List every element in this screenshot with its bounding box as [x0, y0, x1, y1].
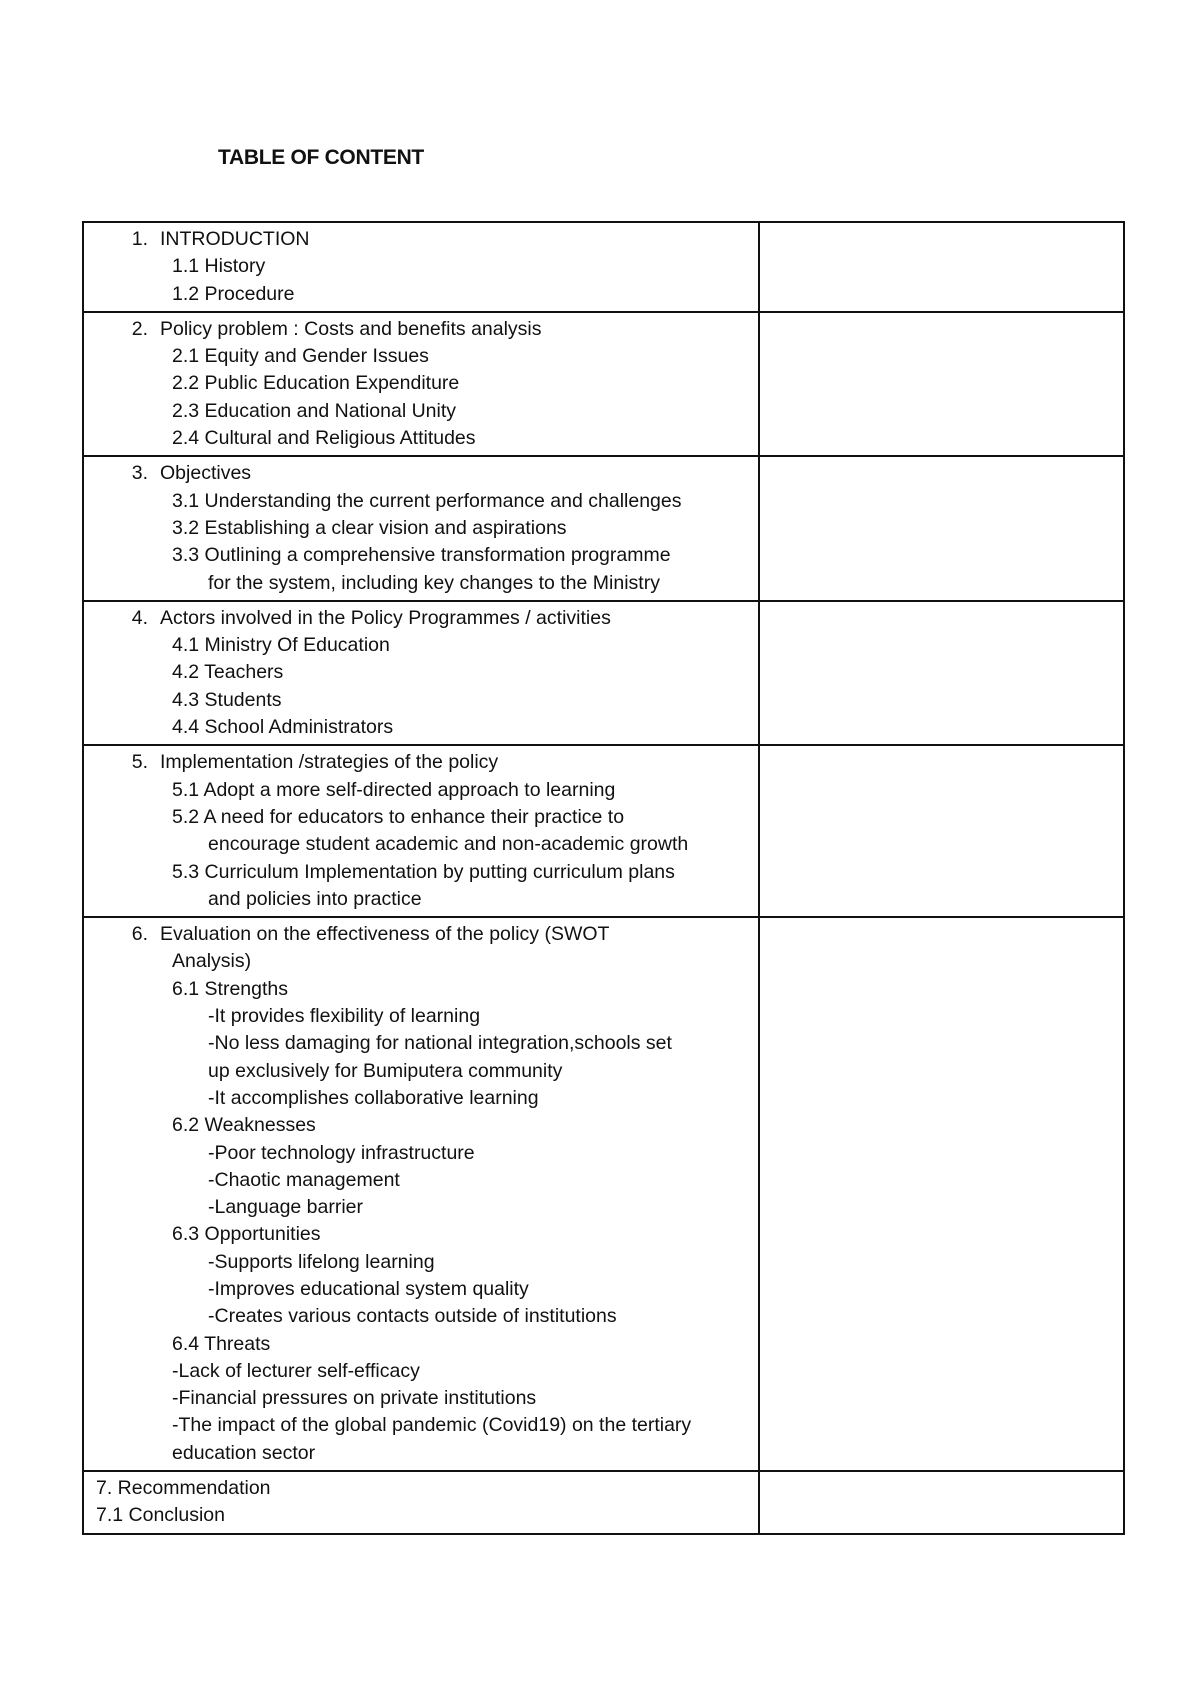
- swot-point: -The impact of the global pandemic (Covid19) on the tertiary: [172, 1414, 692, 1437]
- swot-point: -No less damaging for national integration,schools set: [208, 1032, 672, 1055]
- swot-point: -Supports lifelong learning: [208, 1250, 435, 1273]
- section-heading: 6. Evaluation on the effectiveness of the policy (SWOT: [131, 923, 610, 946]
- swot-point: up exclusively for Bumiputera community: [208, 1059, 563, 1082]
- subsection-continuation: for the system, including key changes to the Ministry: [208, 571, 660, 594]
- section-heading: 3. Objectives: [131, 462, 252, 485]
- section-heading: 2. Policy problem : Costs and benefits analysis: [131, 317, 542, 340]
- section-heading: 1. INTRODUCTION: [131, 228, 310, 250]
- subsection: 3.2 Establishing a clear vision and aspirations: [172, 516, 567, 539]
- swot-point: -It provides flexibility of learning: [208, 1005, 481, 1028]
- subsection-continuation: encourage student academic and non-academic growth: [208, 833, 689, 856]
- swot-point: -Improves educational system quality: [208, 1277, 529, 1300]
- page-number-cell: [759, 601, 1124, 745]
- page-number-cell: [759, 917, 1124, 1471]
- swot-point: education sector: [172, 1441, 316, 1464]
- toc-entry-cell: [83, 312, 759, 456]
- toc-row-5: [83, 745, 1124, 917]
- page-number-cell: [759, 312, 1124, 456]
- swot-point: -Poor technology infrastructure: [208, 1141, 475, 1164]
- subsection: 6.1 Strengths: [172, 977, 288, 1000]
- toc-row-3: [83, 456, 1124, 600]
- page-number-cell: [759, 456, 1124, 600]
- swot-point: -Creates various contacts outside of institutions: [208, 1305, 617, 1328]
- subsection: 5.2 A need for educators to enhance their practice to: [172, 805, 625, 828]
- swot-point: -Chaotic management: [208, 1168, 400, 1191]
- toc-row-2: [83, 312, 1124, 456]
- toc-entry-cell: [83, 456, 759, 600]
- toc-entry-cell: [83, 601, 759, 745]
- page-number-cell: [759, 222, 1124, 312]
- subsection: 5.3 Curriculum Implementation by putting curriculum plans: [172, 860, 675, 883]
- toc-row-4: [83, 601, 1124, 745]
- subsection: 1.2 Procedure: [172, 282, 295, 305]
- subsection: 4.4 School Administrators: [172, 716, 394, 739]
- toc-row-7: [83, 1471, 1124, 1534]
- subsection: 2.4 Cultural and Religious Attitudes: [172, 427, 476, 450]
- subsection: 2.1 Equity and Gender Issues: [172, 345, 429, 368]
- swot-point: -Financial pressures on private institutions: [172, 1387, 537, 1410]
- subsection: 6.4 Threats: [172, 1332, 271, 1355]
- subsection: 4.3 Students: [172, 688, 282, 711]
- toc-entry-cell: [83, 222, 759, 312]
- subsection: 1.1 History: [172, 255, 266, 278]
- swot-point: -Language barrier: [208, 1196, 364, 1219]
- toc-entry-cell: [83, 1471, 759, 1534]
- subsection: 3.1 Understanding the current performance and challenges: [172, 489, 682, 512]
- toc-table: [82, 221, 1125, 1535]
- subsection: 4.2 Teachers: [172, 661, 284, 684]
- subsection: 7.1 Conclusion: [96, 1504, 225, 1527]
- section-heading: 7. Recommendation: [96, 1477, 271, 1500]
- subsection: 5.1 Adopt a more self-directed approach to learning: [172, 778, 616, 801]
- subsection: 6.3 Opportunities: [172, 1223, 321, 1246]
- section-heading-continuation: Analysis): [172, 950, 252, 973]
- page-title: TABLE OF CONTENT: [218, 146, 424, 169]
- subsection: 2.2 Public Education Expenditure: [172, 372, 460, 395]
- section-heading: 5. Implementation /strategies of the policy: [131, 751, 499, 774]
- section-heading: 4. Actors involved in the Policy Programmes / activities: [131, 606, 611, 629]
- page-number-cell: [759, 745, 1124, 917]
- subsection: 4.1 Ministry Of Education: [172, 634, 390, 657]
- subsection: 3.3 Outlining a comprehensive transformation programme: [172, 544, 671, 567]
- toc-row-6: [83, 917, 1124, 1471]
- toc-entry-cell: [83, 917, 759, 1471]
- swot-point: -Lack of lecturer self-efficacy: [172, 1359, 420, 1382]
- page-number-cell: [759, 1471, 1124, 1534]
- subsection-continuation: and policies into practice: [208, 887, 422, 910]
- toc-entry-cell: [83, 745, 759, 917]
- toc-row-1: [83, 222, 1124, 312]
- subsection: 6.2 Weaknesses: [172, 1114, 316, 1137]
- swot-point: -It accomplishes collaborative learning: [208, 1086, 539, 1109]
- subsection: 2.3 Education and National Unity: [172, 399, 457, 422]
